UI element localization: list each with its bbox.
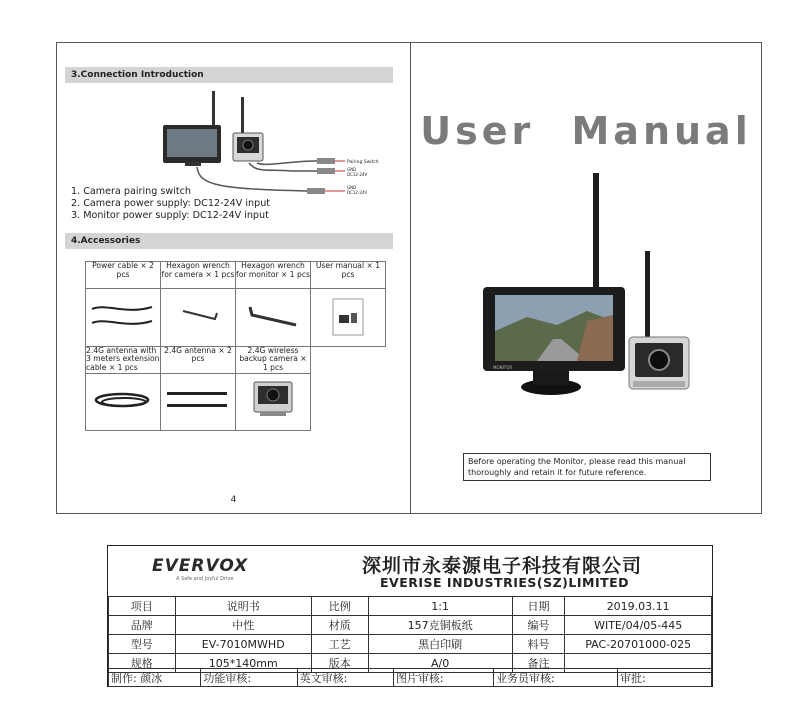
- spec-value: WITE/04/05-445: [565, 616, 712, 635]
- company-name-en: EVERISE INDUSTRIES(SZ)LIMITED: [380, 575, 630, 590]
- spec-value: A/0: [368, 654, 512, 673]
- spec-key: 材质: [311, 616, 368, 635]
- logo-wordmark: EVERVOX: [152, 556, 249, 576]
- accessory-label: 2.4G antenna × 2 pcs: [161, 346, 236, 373]
- title-block: [107, 545, 713, 687]
- signoff-cell: 业务员审核:: [494, 669, 618, 687]
- company-name-cn: 深圳市永泰源电子科技有限公司: [362, 555, 643, 577]
- spec-key: 型号: [109, 635, 176, 654]
- spec-value: 说明书: [175, 597, 311, 616]
- accessories-table: [85, 261, 386, 431]
- section-connection-header: 3.Connection Introduction: [65, 67, 393, 83]
- antenna-extension-cable-image: [86, 373, 161, 431]
- signoff-cell: 功能审核:: [201, 669, 297, 687]
- power-cable-image: [86, 289, 161, 347]
- accessory-label: Hexagon wrench for camera × 1 pcs: [161, 262, 236, 289]
- dc-label-2: DC12-24V: [347, 190, 368, 195]
- spec-value: 黑白印刷: [368, 635, 512, 654]
- spec-value: 105*140mm: [175, 654, 311, 673]
- accessory-label: User manual × 1 pcs: [311, 262, 386, 289]
- logo-tagline: A Safe and Joyful Drive: [176, 576, 234, 582]
- signoff-cell: 审批:: [618, 669, 712, 687]
- accessory-label: 2.4G wireless backup camera × 1 pcs: [236, 346, 311, 373]
- user-manual-title: User Manual: [420, 109, 752, 153]
- spec-key: 料号: [512, 635, 565, 654]
- hex-wrench-camera-image: [161, 289, 236, 347]
- spec-value: 中性: [175, 616, 311, 635]
- wireless-camera-image: [236, 373, 311, 431]
- page-number: 4: [230, 495, 237, 505]
- spec-value: 157克铜板纸: [368, 616, 512, 635]
- spec-key: 工艺: [311, 635, 368, 654]
- connection-diagram: [157, 89, 397, 195]
- spec-key: 编号: [512, 616, 565, 635]
- manual-page-right: [410, 42, 762, 514]
- connection-item: 1. Camera pairing switch: [71, 186, 191, 197]
- antenna-image: [161, 373, 236, 431]
- user-manual-image: [311, 289, 386, 347]
- spec-value: 2019.03.11: [565, 597, 712, 616]
- accessory-label: Hexagon wrench for monitor × 1 pcs: [236, 262, 311, 289]
- accessory-label: 2.4G antenna with 3 meters extension cable × 1 pcs: [86, 345, 160, 372]
- spec-key: 备注: [512, 654, 565, 673]
- signoff-cell: 英文审核:: [297, 669, 393, 687]
- spec-key: 比例: [311, 597, 368, 616]
- spec-key: 日期: [512, 597, 565, 616]
- monitor-brand-label: MONITOR: [493, 365, 513, 370]
- gnd-label-2: GND: [347, 185, 357, 190]
- spec-value: EV-7010MWHD: [175, 635, 311, 654]
- spec-table: [108, 596, 712, 673]
- dc-label-1: DC12-24V: [347, 172, 368, 177]
- manual-page-left: [56, 42, 411, 514]
- spec-key: 规格: [109, 654, 176, 673]
- spec-value: PAC-20701000-025: [565, 635, 712, 654]
- spec-value: 1:1: [368, 597, 512, 616]
- signoff-row: [108, 668, 712, 687]
- monitor-camera-photo: [477, 171, 707, 401]
- section-accessories-header: 4.Accessories: [65, 233, 393, 249]
- signoff-cell: 制作: 颜冰: [109, 669, 201, 687]
- pairing-switch-label: Pairing Switch: [347, 160, 379, 165]
- hex-wrench-monitor-image: [236, 289, 311, 347]
- spec-key: 品牌: [109, 616, 176, 635]
- connection-item: 2. Camera power supply: DC12-24V input: [71, 198, 271, 209]
- connection-item: 3. Monitor power supply: DC12-24V input: [71, 210, 269, 221]
- accessory-label: Power cable × 2 pcs: [86, 262, 161, 289]
- connection-list: [71, 186, 270, 222]
- company-logo: [110, 548, 303, 594]
- spec-key: 版本: [311, 654, 368, 673]
- notice-box: Before operating the Monitor, please read this manual thoroughly and retain it for future reference.: [463, 453, 711, 481]
- signoff-cell: 图片审核:: [393, 669, 493, 687]
- gnd-label-1: GND: [347, 167, 357, 172]
- spec-key: 项目: [109, 597, 176, 616]
